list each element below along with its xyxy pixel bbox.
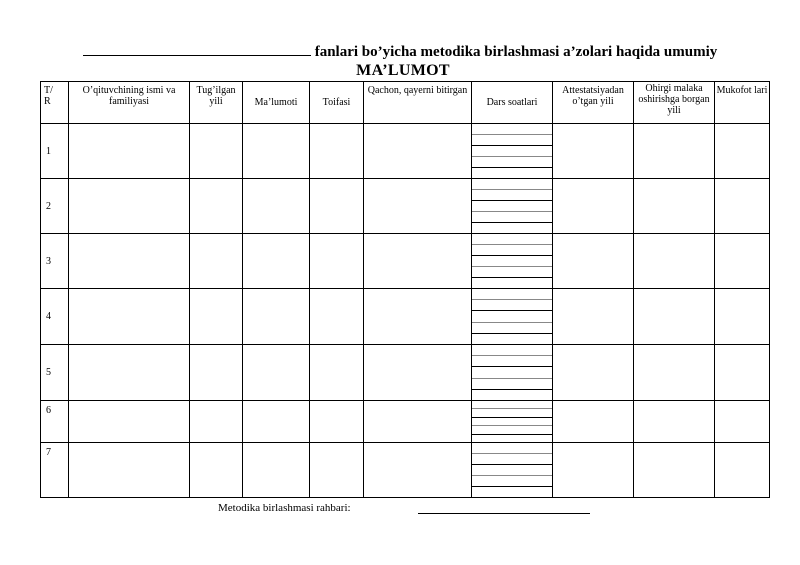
lesson-hours-subrow[interactable] — [472, 389, 552, 400]
table-cell[interactable] — [69, 124, 190, 179]
table-row — [41, 234, 770, 289]
lesson-hours-subrow[interactable] — [472, 417, 552, 425]
table-cell[interactable] — [364, 179, 472, 234]
document-subtitle: MA’LUMOT — [356, 62, 450, 79]
table-cell[interactable] — [243, 443, 310, 498]
lesson-hours-subrow[interactable] — [472, 156, 552, 167]
lesson-hours-cell[interactable] — [472, 401, 553, 443]
lesson-hours-subrow[interactable] — [472, 124, 552, 134]
table-row — [41, 179, 770, 234]
footer-head-label: Metodika birlashmasi rahbari: — [218, 502, 351, 514]
lesson-hours-subrow[interactable] — [472, 134, 552, 145]
lesson-hours-subrow[interactable] — [472, 464, 552, 475]
lesson-hours-subrows — [472, 234, 552, 288]
row-number: 2 — [41, 179, 69, 234]
lesson-hours-subrow[interactable] — [472, 299, 552, 310]
lesson-hours-subrow[interactable] — [472, 310, 552, 321]
table-cell[interactable] — [634, 443, 715, 498]
table-cell[interactable] — [69, 345, 190, 401]
table-cell[interactable] — [243, 234, 310, 289]
table-row — [41, 289, 770, 345]
table-cell[interactable] — [243, 401, 310, 443]
table-cell[interactable] — [715, 443, 770, 498]
table-cell[interactable] — [634, 179, 715, 234]
lesson-hours-subrows — [472, 179, 552, 233]
table-cell[interactable] — [553, 289, 634, 345]
table-cell[interactable] — [69, 234, 190, 289]
col-header-attestation-year: Attestatsiyadan o’tgan yili — [553, 82, 634, 124]
lesson-hours-subrows — [472, 401, 552, 442]
lesson-hours-subrow[interactable] — [472, 453, 552, 464]
col-header-category: Toifasi — [310, 82, 364, 124]
lesson-hours-subrow[interactable] — [472, 366, 552, 377]
lesson-hours-subrow[interactable] — [472, 355, 552, 366]
table-cell[interactable] — [69, 401, 190, 443]
table-cell[interactable] — [243, 289, 310, 345]
table-cell[interactable] — [553, 443, 634, 498]
lesson-hours-subrow[interactable] — [472, 345, 552, 355]
table-cell[interactable] — [634, 289, 715, 345]
lesson-hours-subrow[interactable] — [472, 322, 552, 333]
lesson-hours-cell[interactable] — [472, 289, 553, 345]
table-cell[interactable] — [243, 345, 310, 401]
table-cell[interactable] — [310, 179, 364, 234]
lesson-hours-subrow[interactable] — [472, 401, 552, 408]
col-header-lesson-hours: Dars soatlari — [472, 82, 553, 124]
lesson-hours-subrow[interactable] — [472, 434, 552, 442]
table-cell[interactable] — [243, 179, 310, 234]
table-row — [41, 443, 770, 498]
lesson-hours-subrow[interactable] — [472, 145, 552, 156]
table-cell[interactable] — [190, 289, 243, 345]
table-cell[interactable] — [190, 443, 243, 498]
table-cell[interactable] — [190, 234, 243, 289]
lesson-hours-cell[interactable] — [472, 124, 553, 179]
table-cell[interactable] — [715, 401, 770, 443]
table-cell[interactable] — [69, 179, 190, 234]
lesson-hours-subrow[interactable] — [472, 378, 552, 389]
table-cell[interactable] — [190, 179, 243, 234]
lesson-hours-subrow[interactable] — [472, 234, 552, 244]
lesson-hours-subrow[interactable] — [472, 443, 552, 453]
lesson-hours-cell[interactable] — [472, 443, 553, 498]
col-header-tr: T/ R — [41, 82, 69, 124]
table-cell[interactable] — [310, 443, 364, 498]
title-text: fanlari bo’yicha metodika birlashmasi a’zolari haqida umumiy — [314, 44, 718, 60]
row-number: 7 — [41, 443, 69, 498]
table-row — [41, 345, 770, 401]
lesson-hours-subrow[interactable] — [472, 167, 552, 178]
table-cell[interactable] — [715, 234, 770, 289]
table-header-row — [41, 82, 770, 124]
lesson-hours-cell[interactable] — [472, 345, 553, 401]
row-number: 3 — [41, 234, 69, 289]
lesson-hours-subrow[interactable] — [472, 222, 552, 233]
document-title — [0, 43, 800, 61]
row-number: 5 — [41, 345, 69, 401]
table-cell[interactable] — [553, 179, 634, 234]
table-cell[interactable] — [553, 124, 634, 179]
table-cell[interactable] — [310, 234, 364, 289]
col-header-education: Ma’lumoti — [243, 82, 310, 124]
table-cell[interactable] — [364, 234, 472, 289]
lesson-hours-subrow[interactable] — [472, 333, 552, 344]
col-header-awards: Mukofot lari — [715, 82, 770, 124]
lesson-hours-cell[interactable] — [472, 234, 553, 289]
table-row — [41, 401, 770, 443]
lesson-hours-subrow[interactable] — [472, 277, 552, 288]
lesson-hours-subrow[interactable] — [472, 211, 552, 222]
col-header-birth-year: Tug’ilgan yili — [190, 82, 243, 124]
lesson-hours-subrow[interactable] — [472, 486, 552, 497]
table-cell[interactable] — [634, 401, 715, 443]
table-cell[interactable] — [310, 289, 364, 345]
table-cell[interactable] — [715, 179, 770, 234]
lesson-hours-subrow[interactable] — [472, 244, 552, 255]
table-cell[interactable] — [634, 124, 715, 179]
table-cell[interactable] — [715, 345, 770, 401]
table-cell[interactable] — [553, 401, 634, 443]
table-cell[interactable] — [715, 124, 770, 179]
lesson-hours-subrow[interactable] — [472, 475, 552, 486]
table-cell[interactable] — [634, 345, 715, 401]
footer-signature-line[interactable] — [418, 513, 590, 514]
table-cell[interactable] — [69, 443, 190, 498]
lesson-hours-subrow[interactable] — [472, 189, 552, 200]
lesson-hours-subrow[interactable] — [472, 200, 552, 211]
table-cell[interactable] — [364, 443, 472, 498]
table-cell[interactable] — [364, 401, 472, 443]
lesson-hours-subrows — [472, 124, 552, 178]
table-cell[interactable] — [715, 289, 770, 345]
row-number: 6 — [41, 401, 69, 443]
col-header-training-year: Ohirgi malaka oshirishga borgan yili — [634, 82, 715, 124]
table-cell[interactable] — [310, 345, 364, 401]
table-cell[interactable] — [190, 345, 243, 401]
table-cell[interactable] — [634, 234, 715, 289]
table-cell[interactable] — [310, 124, 364, 179]
lesson-hours-cell[interactable] — [472, 179, 553, 234]
table-cell[interactable] — [243, 124, 310, 179]
lesson-hours-subrow[interactable] — [472, 408, 552, 416]
row-number: 1 — [41, 124, 69, 179]
table-row — [41, 124, 770, 179]
title-blank-line[interactable] — [83, 43, 311, 56]
lesson-hours-subrow[interactable] — [472, 425, 552, 433]
row-number: 4 — [41, 289, 69, 345]
table-cell[interactable] — [364, 124, 472, 179]
table-cell[interactable] — [69, 289, 190, 345]
lesson-hours-subrow[interactable] — [472, 179, 552, 189]
members-table — [40, 81, 770, 498]
col-header-graduated: Qachon, qayerni bitirgan — [364, 82, 472, 124]
lesson-hours-subrows — [472, 289, 552, 344]
lesson-hours-subrows — [472, 443, 552, 497]
table-cell[interactable] — [190, 401, 243, 443]
table-cell[interactable] — [553, 234, 634, 289]
col-header-teacher-name: O’qituvchining ismi va familiyasi — [69, 82, 190, 124]
table-cell[interactable] — [364, 345, 472, 401]
lesson-hours-subrow[interactable] — [472, 266, 552, 277]
lesson-hours-subrow[interactable] — [472, 255, 552, 266]
table-cell[interactable] — [364, 289, 472, 345]
table-cell[interactable] — [553, 345, 634, 401]
table-cell[interactable] — [190, 124, 243, 179]
lesson-hours-subrows — [472, 345, 552, 400]
lesson-hours-subrow[interactable] — [472, 289, 552, 299]
table-cell[interactable] — [310, 401, 364, 443]
